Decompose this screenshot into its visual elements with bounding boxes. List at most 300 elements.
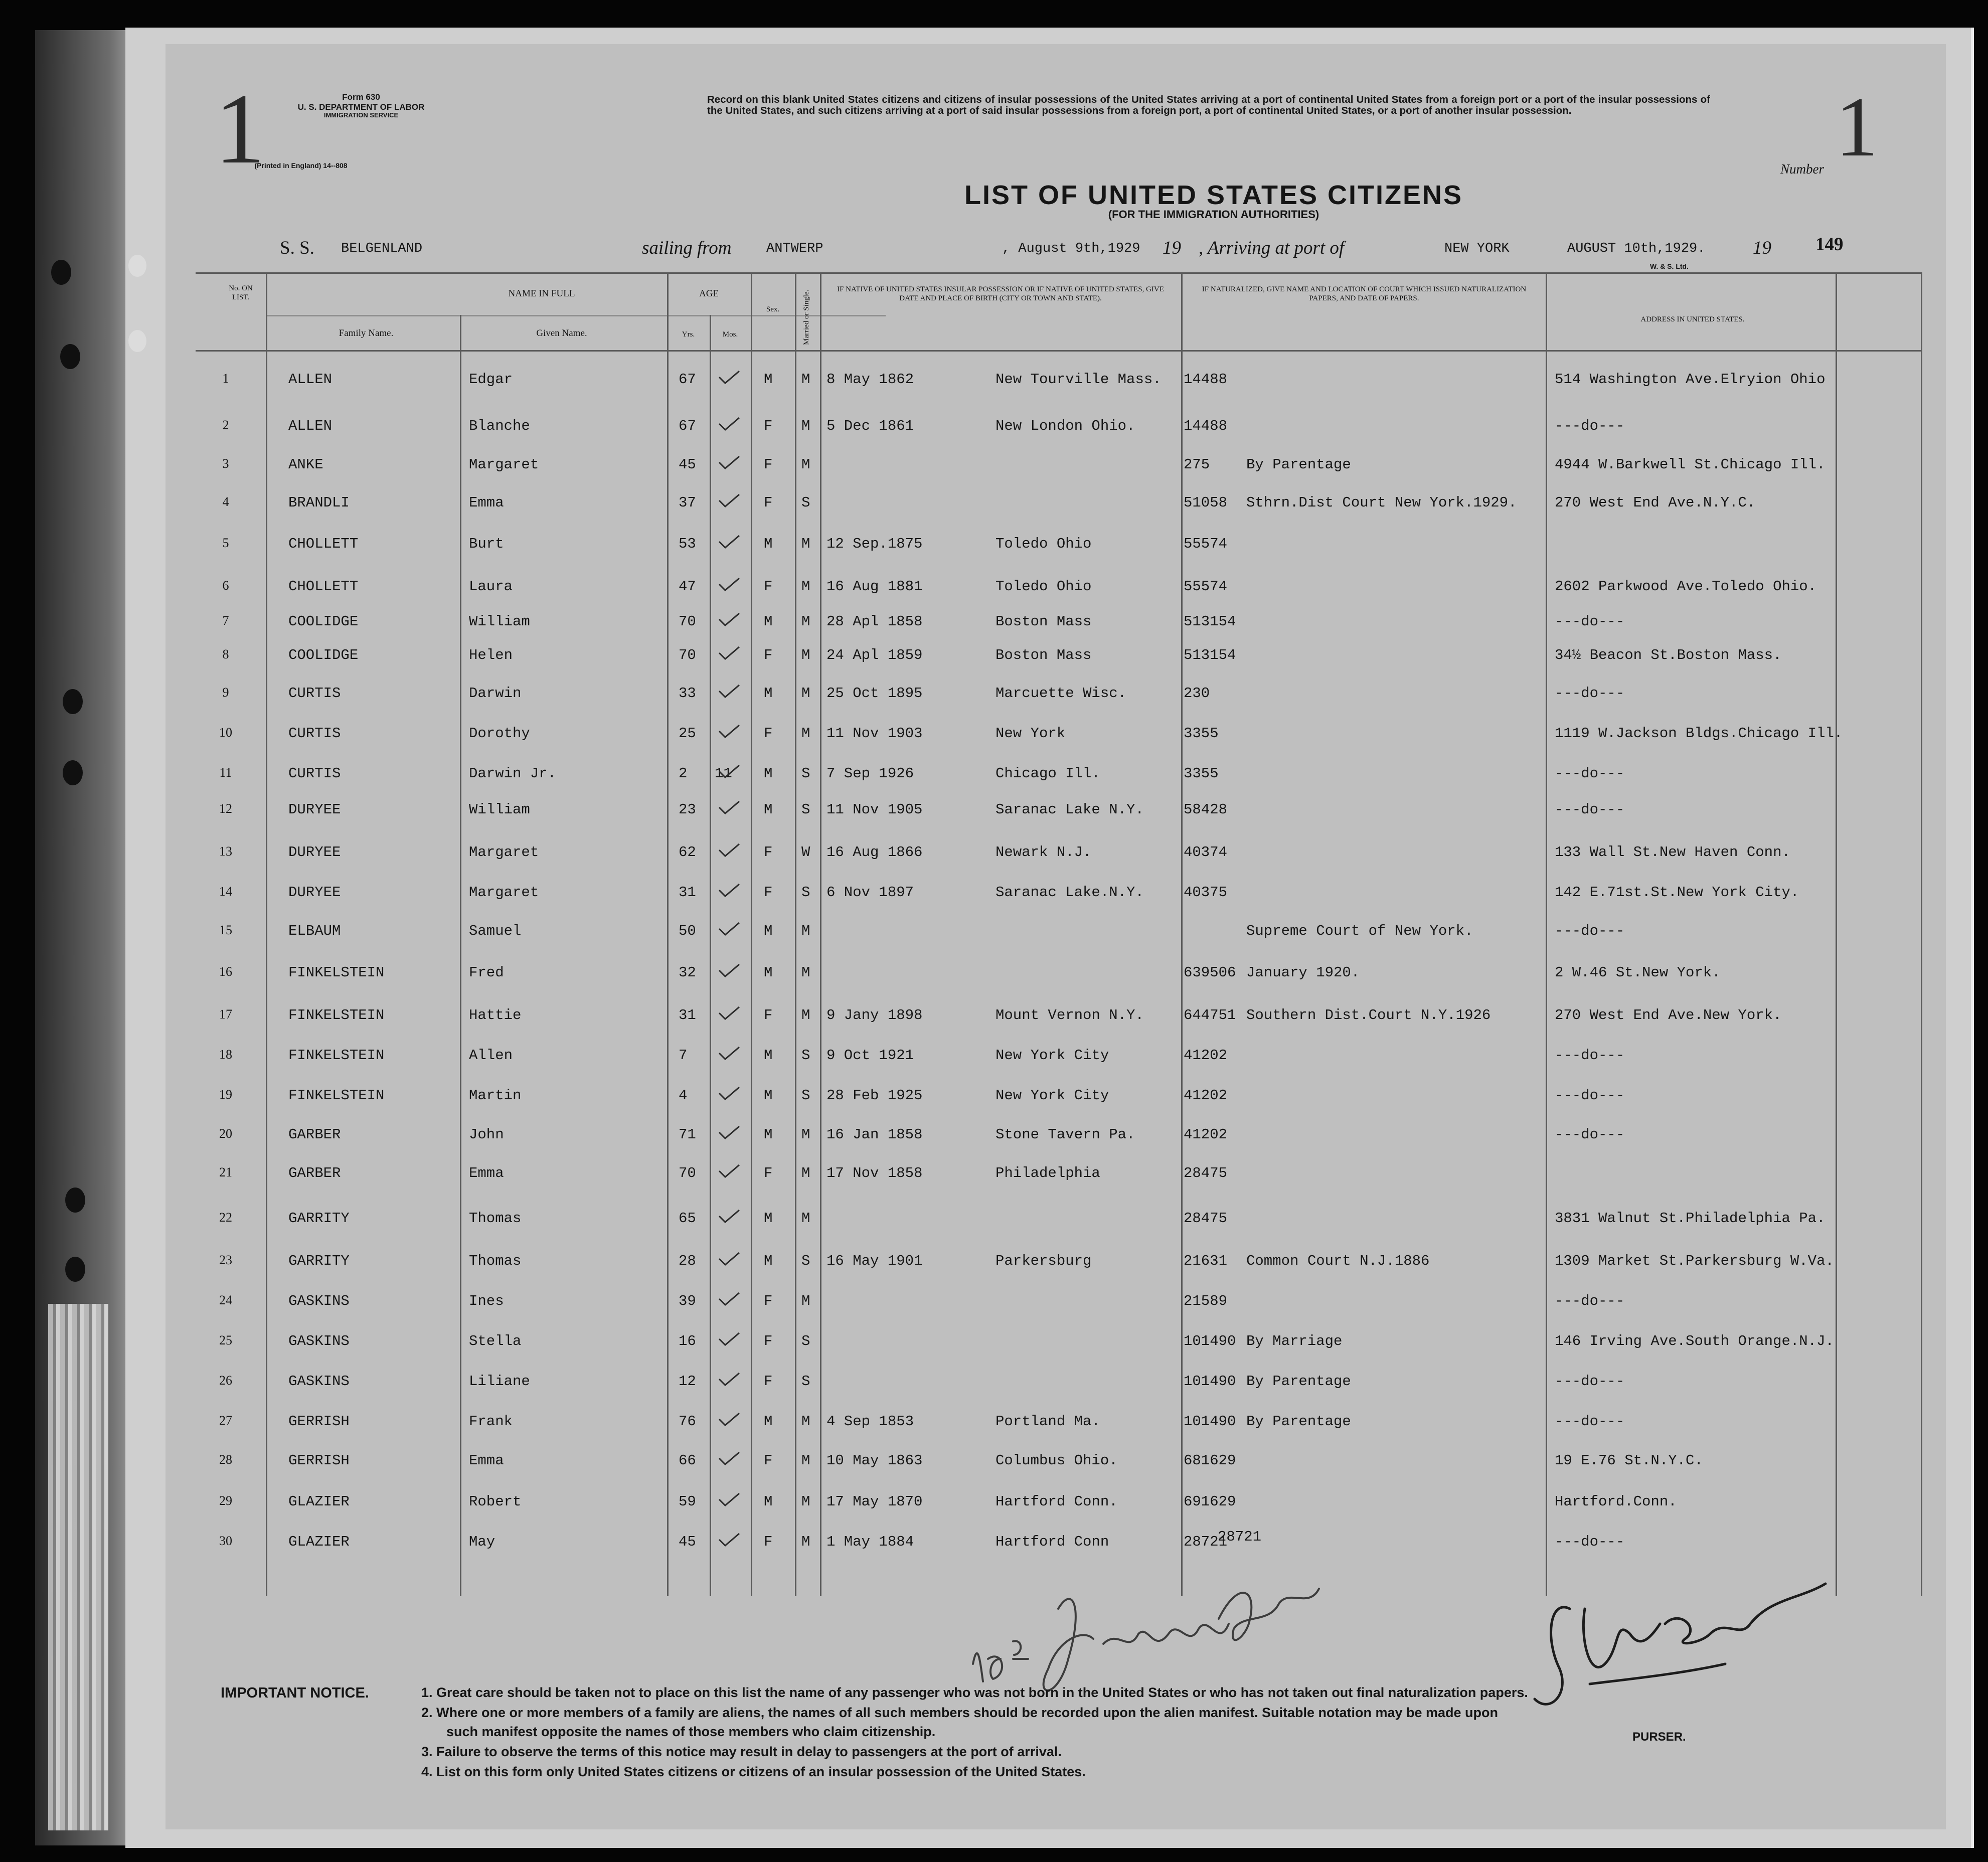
check-mark-icon bbox=[717, 883, 740, 897]
header-yrs: Yrs. bbox=[682, 330, 695, 338]
check-mark-icon bbox=[717, 535, 740, 549]
ship-prefix: S. S. bbox=[280, 238, 314, 258]
col-rule bbox=[1836, 272, 1837, 1596]
row-yrs: 39 bbox=[679, 1293, 696, 1309]
row-address: ---do--- bbox=[1555, 1126, 1625, 1143]
row-address: ---do--- bbox=[1555, 1087, 1625, 1104]
row-nat-no: 28475 bbox=[1184, 1210, 1228, 1227]
department-label: U. S. DEPARTMENT OF LABOR bbox=[297, 102, 425, 112]
row-sex: F bbox=[764, 1333, 773, 1349]
row-sex: M bbox=[764, 1413, 773, 1430]
row-address: 19 E.76 St.N.Y.C. bbox=[1555, 1452, 1703, 1469]
row-ms: M bbox=[801, 1534, 810, 1550]
row-given: Helen bbox=[469, 647, 513, 663]
row-address: ---do--- bbox=[1555, 801, 1625, 818]
col-rule bbox=[795, 272, 796, 1596]
row-birth-place: New York bbox=[996, 725, 1066, 742]
name-subrule bbox=[266, 315, 886, 316]
row-no: 22 bbox=[219, 1210, 232, 1225]
row-family: GARBER bbox=[288, 1126, 341, 1143]
row-yrs: 12 bbox=[679, 1373, 696, 1390]
printer-mark: W. & S. Ltd. bbox=[1650, 262, 1689, 270]
row-birth-place: Boston Mass bbox=[996, 613, 1092, 630]
check-mark-icon bbox=[717, 455, 740, 469]
row-address: ---do--- bbox=[1555, 613, 1625, 630]
row-sex: M bbox=[764, 964, 773, 981]
row-no: 10 bbox=[219, 725, 232, 740]
row-address: 1309 Market St.Parkersburg W.Va. bbox=[1555, 1253, 1834, 1269]
row-no: 28 bbox=[219, 1452, 232, 1467]
row-birth-date: 24 Apl 1859 bbox=[826, 647, 923, 663]
row-nat-no: 55574 bbox=[1184, 536, 1228, 552]
row-ms: M bbox=[801, 725, 810, 742]
form-no: Form 630 bbox=[342, 92, 380, 102]
row-court: Supreme Court of New York. bbox=[1246, 923, 1473, 939]
row-given: Blanche bbox=[469, 418, 530, 434]
row-no: 27 bbox=[219, 1413, 232, 1428]
row-yrs: 25 bbox=[679, 725, 696, 742]
row-birth-place: New Tourville Mass. bbox=[996, 371, 1162, 388]
punch-hole bbox=[128, 255, 146, 277]
row-court: Common Court N.J.1886 bbox=[1246, 1253, 1430, 1269]
row-nat-no: 21589 bbox=[1184, 1293, 1228, 1309]
row-birth-place: Hartford Conn bbox=[996, 1534, 1109, 1550]
row-family: CURTIS bbox=[288, 765, 341, 782]
row-family: CHOLLETT bbox=[288, 578, 359, 595]
row-yrs: 67 bbox=[679, 418, 696, 434]
row-nat-no: 21631 bbox=[1184, 1253, 1228, 1269]
punch-hole bbox=[51, 260, 71, 285]
port-from: ANTWERP bbox=[766, 241, 823, 256]
row-ms: M bbox=[801, 456, 810, 473]
row-given: Stella bbox=[469, 1333, 522, 1349]
row-address: 514 Washington Ave.Elryion Ohio bbox=[1555, 371, 1826, 388]
row-birth-place: Philadelphia bbox=[996, 1165, 1100, 1181]
notice-1: 1. Great care should be taken not to place on this list the name of any passenger who was not born in the United States or who has not taken out final naturalization papers. bbox=[421, 1685, 1528, 1700]
row-no: 18 bbox=[219, 1047, 232, 1062]
row-yrs: 37 bbox=[679, 494, 696, 511]
row-nat-no: 101490 bbox=[1184, 1413, 1236, 1430]
notice-3: 3. Failure to observe the terms of this notice may result in delay to passengers at the port of arrival. bbox=[421, 1744, 1062, 1759]
row-nat-no: 513154 bbox=[1184, 647, 1236, 663]
row-ms: M bbox=[801, 418, 810, 434]
row-birth-date: 12 Sep.1875 bbox=[826, 536, 923, 552]
row-no: 19 bbox=[219, 1087, 232, 1102]
row-birth-place: New London Ohio. bbox=[996, 418, 1135, 434]
binder-page-edges bbox=[48, 1304, 108, 1830]
row-nat-no: 55574 bbox=[1184, 578, 1228, 595]
row-given: Samuel bbox=[469, 923, 522, 939]
header-mos: Mos. bbox=[722, 330, 738, 338]
row-family: GASKINS bbox=[288, 1333, 350, 1349]
row-address: 146 Irving Ave.South Orange.N.J. bbox=[1555, 1333, 1834, 1349]
row-nat-no: 644751 bbox=[1184, 1007, 1236, 1024]
col-rule bbox=[1181, 272, 1183, 1596]
row-yrs: 70 bbox=[679, 1165, 696, 1181]
row-yrs: 76 bbox=[679, 1413, 696, 1430]
row-yrs: 53 bbox=[679, 536, 696, 552]
row-sex: F bbox=[764, 647, 773, 663]
row-court: Southern Dist.Court N.Y.1926 bbox=[1246, 1007, 1491, 1024]
row-birth-date: 8 May 1862 bbox=[826, 371, 914, 388]
row-no: 9 bbox=[222, 685, 229, 700]
row-no: 3 bbox=[222, 456, 229, 471]
row-address: 270 West End Ave.New York. bbox=[1555, 1007, 1782, 1024]
row-court: Sthrn.Dist Court New York.1929. bbox=[1246, 494, 1517, 511]
row-family: COOLIDGE bbox=[288, 613, 359, 630]
row-sex: F bbox=[764, 456, 773, 473]
row-birth-place: Columbus Ohio. bbox=[996, 1452, 1118, 1469]
row-sex: M bbox=[764, 371, 773, 388]
row-family: CURTIS bbox=[288, 685, 341, 702]
row-court: By Parentage bbox=[1246, 1373, 1351, 1390]
row-ms: S bbox=[801, 1333, 810, 1349]
row-birth-date: 10 May 1863 bbox=[826, 1452, 923, 1469]
row-no: 21 bbox=[219, 1165, 232, 1179]
row-sex: M bbox=[764, 536, 773, 552]
row-address: 34½ Beacon St.Boston Mass. bbox=[1555, 647, 1782, 663]
check-mark-icon bbox=[717, 843, 740, 857]
row-family: FINKELSTEIN bbox=[288, 1087, 385, 1104]
row-nat-no: 41202 bbox=[1184, 1126, 1228, 1143]
row-ms: S bbox=[801, 1047, 810, 1064]
row-nat-no: 639506 bbox=[1184, 964, 1236, 981]
row-birth-date: 1 May 1884 bbox=[826, 1534, 914, 1550]
col-rule bbox=[710, 315, 711, 1596]
check-mark-icon bbox=[717, 1332, 740, 1346]
punch-hole bbox=[63, 689, 83, 714]
row-no: 30 bbox=[219, 1534, 232, 1548]
check-mark-icon bbox=[717, 1086, 740, 1100]
check-mark-icon bbox=[717, 612, 740, 626]
row-no: 11 bbox=[219, 765, 232, 780]
year-1-text: 19 bbox=[1163, 238, 1181, 258]
row-address: 1119 W.Jackson Bldgs.Chicago Ill. bbox=[1555, 725, 1843, 742]
row-family: BRANDLI bbox=[288, 494, 350, 511]
row-ms: M bbox=[801, 685, 810, 702]
row-ms: S bbox=[801, 1373, 810, 1390]
row-ms: M bbox=[801, 613, 810, 630]
nat-no-extra: 28721 bbox=[1218, 1529, 1262, 1545]
row-ms: S bbox=[801, 1087, 810, 1104]
row-given: Dorothy bbox=[469, 725, 530, 742]
row-yrs: 67 bbox=[679, 371, 696, 388]
row-yrs: 32 bbox=[679, 964, 696, 981]
row-no: 1 bbox=[222, 371, 229, 386]
row-ms: M bbox=[801, 1493, 810, 1510]
row-address: ---do--- bbox=[1555, 1534, 1625, 1550]
row-yrs: 7 bbox=[679, 1047, 688, 1064]
row-nat-no: 28721 bbox=[1184, 1534, 1228, 1550]
form-number bbox=[286, 92, 436, 119]
row-yrs: 28 bbox=[679, 1253, 696, 1269]
row-ms: M bbox=[801, 1165, 810, 1181]
row-birth-date: 7 Sep 1926 bbox=[826, 765, 914, 782]
row-birth-place: Portland Ma. bbox=[996, 1413, 1100, 1430]
row-family: DURYEE bbox=[288, 884, 341, 901]
notice-2a: 2. Where one or more members of a family are aliens, the names of all such members should be recorded upon the alien manifest. Suitable notation may be made upon bbox=[421, 1705, 1499, 1720]
row-ms: M bbox=[801, 923, 810, 939]
row-nat-no: 40375 bbox=[1184, 884, 1228, 901]
row-family: GERRISH bbox=[288, 1413, 350, 1430]
row-family: FINKELSTEIN bbox=[288, 1007, 385, 1024]
row-family: ALLEN bbox=[288, 371, 333, 388]
row-ms: M bbox=[801, 1293, 810, 1309]
check-mark-icon bbox=[717, 577, 740, 591]
row-nat-no: 230 bbox=[1184, 685, 1210, 702]
row-sex: F bbox=[764, 884, 773, 901]
row-address: 2602 Parkwood Ave.Toledo Ohio. bbox=[1555, 578, 1817, 595]
row-birth-place: Mount Vernon N.Y. bbox=[996, 1007, 1144, 1024]
row-given: Hattie bbox=[469, 1007, 522, 1024]
row-address: ---do--- bbox=[1555, 1293, 1625, 1309]
record-instructions: Record on this blank United States citizens and citizens of insular possessions of the United States arriving at a port of continental United States from a foreign port or a port of the insular possessions of the United States, and such citizens arriving at a port of said insular possessions from a foreign port, a port of continental United States, or a port of another insular possession. bbox=[707, 94, 1710, 117]
row-yrs: 62 bbox=[679, 844, 696, 861]
row-birth-date: 16 Aug 1881 bbox=[826, 578, 923, 595]
check-mark-icon bbox=[717, 493, 740, 507]
row-birth-place: Toledo Ohio bbox=[996, 536, 1092, 552]
row-no: 2 bbox=[222, 418, 229, 432]
punch-hole bbox=[60, 344, 80, 369]
row-birth-date: 4 Sep 1853 bbox=[826, 1413, 914, 1430]
check-mark-icon bbox=[717, 370, 740, 384]
row-ms: M bbox=[801, 1413, 810, 1430]
row-given: Darwin Jr. bbox=[469, 765, 557, 782]
row-given: John bbox=[469, 1126, 504, 1143]
row-given: Emma bbox=[469, 1165, 504, 1181]
row-address: ---do--- bbox=[1555, 1413, 1625, 1430]
header-married-single: Married or Single. bbox=[802, 289, 810, 345]
row-birth-date: 28 Apl 1858 bbox=[826, 613, 923, 630]
row-ms: S bbox=[801, 1253, 810, 1269]
row-address: ---do--- bbox=[1555, 1373, 1625, 1390]
row-birth-place: Boston Mass bbox=[996, 647, 1092, 663]
row-ms: M bbox=[801, 578, 810, 595]
check-mark-icon bbox=[717, 684, 740, 698]
row-no: 23 bbox=[219, 1253, 232, 1267]
row-sex: F bbox=[764, 844, 773, 861]
row-birth-date: 6 Nov 1897 bbox=[826, 884, 914, 901]
row-given: Fred bbox=[469, 964, 504, 981]
row-ms: M bbox=[801, 1210, 810, 1227]
row-birth-place: Chicago Ill. bbox=[996, 765, 1100, 782]
row-sex: M bbox=[764, 1087, 773, 1104]
notice-2b: such manifest opposite the names of those members who claim citizenship. bbox=[446, 1724, 936, 1739]
row-yrs: 50 bbox=[679, 923, 696, 939]
check-mark-icon bbox=[717, 1412, 740, 1426]
row-yrs: 71 bbox=[679, 1126, 696, 1143]
row-no: 13 bbox=[219, 844, 232, 859]
row-given: Allen bbox=[469, 1047, 513, 1064]
row-sex: M bbox=[764, 765, 773, 782]
notice-heading: IMPORTANT NOTICE. bbox=[221, 1685, 369, 1701]
row-address: 133 Wall St.New Haven Conn. bbox=[1555, 844, 1790, 861]
row-nat-no: 28475 bbox=[1184, 1165, 1228, 1181]
sailing-label bbox=[642, 237, 732, 259]
manifest-page bbox=[165, 44, 1946, 1829]
row-no: 4 bbox=[222, 494, 229, 509]
row-sex: M bbox=[764, 1126, 773, 1143]
header-address: ADDRESS IN UNITED STATES. bbox=[1640, 315, 1745, 323]
check-mark-icon bbox=[717, 1533, 740, 1547]
row-birth-date: 28 Feb 1925 bbox=[826, 1087, 923, 1104]
row-birth-date: 25 Oct 1895 bbox=[826, 685, 923, 702]
row-family: FINKELSTEIN bbox=[288, 964, 385, 981]
row-court: By Parentage bbox=[1246, 456, 1351, 473]
row-given: Margaret bbox=[469, 844, 539, 861]
row-given: Thomas bbox=[469, 1210, 522, 1227]
table-header-rule bbox=[196, 350, 1921, 352]
col-rule bbox=[266, 272, 267, 1596]
row-birth-date: 17 May 1870 bbox=[826, 1493, 923, 1510]
row-yrs: 16 bbox=[679, 1333, 696, 1349]
row-no: 24 bbox=[219, 1293, 232, 1307]
row-yrs: 2 bbox=[679, 765, 688, 782]
header-sex: Sex. bbox=[766, 305, 780, 313]
purser-signature bbox=[1489, 1579, 1841, 1729]
row-family: CHOLLETT bbox=[288, 536, 359, 552]
row-nat-no: 51058 bbox=[1184, 494, 1228, 511]
row-nat-no: 691629 bbox=[1184, 1493, 1236, 1510]
row-address: 2 W.46 St.New York. bbox=[1555, 964, 1721, 981]
row-nat-no: 101490 bbox=[1184, 1373, 1236, 1390]
check-mark-icon bbox=[717, 1209, 740, 1223]
row-birth-date: 17 Nov 1858 bbox=[826, 1165, 923, 1181]
col-rule bbox=[1921, 272, 1922, 1596]
row-sex: F bbox=[764, 1373, 773, 1390]
row-birth-place: Marcuette Wisc. bbox=[996, 685, 1127, 702]
page-title: LIST OF UNITED STATES CITIZENS bbox=[964, 180, 1463, 210]
printed-note: (Printed in England) 14--808 bbox=[254, 161, 348, 170]
row-sex: F bbox=[764, 1293, 773, 1309]
row-given: Frank bbox=[469, 1413, 513, 1430]
row-given: Liliane bbox=[469, 1373, 530, 1390]
col-rule bbox=[667, 272, 669, 1596]
row-yrs: 33 bbox=[679, 685, 696, 702]
arriving-label bbox=[1199, 237, 1344, 259]
row-no: 29 bbox=[219, 1493, 232, 1508]
row-ms: M bbox=[801, 647, 810, 663]
row-given: Emma bbox=[469, 494, 504, 511]
row-given: Thomas bbox=[469, 1253, 522, 1269]
row-no: 25 bbox=[219, 1333, 232, 1347]
row-family: CURTIS bbox=[288, 725, 341, 742]
row-nat-no: 3355 bbox=[1184, 765, 1219, 782]
row-birth-place: New York City bbox=[996, 1047, 1109, 1064]
row-family: GERRISH bbox=[288, 1452, 350, 1469]
header-name-in-full: NAME IN FULL bbox=[508, 288, 575, 299]
handwritten-annotation bbox=[958, 1539, 1379, 1709]
row-given: Robert bbox=[469, 1493, 522, 1510]
row-family: ANKE bbox=[288, 456, 323, 473]
col-rule bbox=[460, 315, 461, 1596]
header-naturalized: IF NATURALIZED, GIVE NAME AND LOCATION OF COURT WHICH ISSUED NATURALIZATION PAPERS, AND DATE OF PAPERS. bbox=[1202, 285, 1527, 302]
row-given: Edgar bbox=[469, 371, 513, 388]
row-no: 5 bbox=[222, 536, 229, 550]
row-birth-place: New York City bbox=[996, 1087, 1109, 1104]
sailing-text: sailing from bbox=[642, 238, 732, 258]
check-mark-icon bbox=[717, 1372, 740, 1386]
row-birth-place: Saranac Lake N.Y. bbox=[996, 801, 1144, 818]
header-no-on-list: No. ON LIST. bbox=[229, 284, 253, 301]
row-ms: S bbox=[801, 494, 810, 511]
row-ms: M bbox=[801, 1452, 810, 1469]
row-birth-place: Saranac Lake.N.Y. bbox=[996, 884, 1144, 901]
col-rule bbox=[820, 272, 821, 1596]
row-birth-date: 11 Nov 1903 bbox=[826, 725, 923, 742]
row-yrs: 70 bbox=[679, 647, 696, 663]
row-nat-no: 58428 bbox=[1184, 801, 1228, 818]
row-ms: M bbox=[801, 964, 810, 981]
row-birth-date: 16 May 1901 bbox=[826, 1253, 923, 1269]
check-mark-icon bbox=[717, 1046, 740, 1060]
row-nat-no: 101490 bbox=[1184, 1333, 1236, 1349]
row-birth-date: 11 Nov 1905 bbox=[826, 801, 923, 818]
row-family: GARBER bbox=[288, 1165, 341, 1181]
header-age: AGE bbox=[699, 288, 719, 299]
row-sex: F bbox=[764, 418, 773, 434]
row-no: 16 bbox=[219, 964, 232, 979]
row-birth-date: 5 Dec 1861 bbox=[826, 418, 914, 434]
row-given: Martin bbox=[469, 1087, 522, 1104]
row-birth-date: 16 Jan 1858 bbox=[826, 1126, 923, 1143]
row-no: 14 bbox=[219, 884, 232, 899]
punch-hole bbox=[128, 330, 146, 352]
check-mark-icon bbox=[717, 764, 740, 778]
page-number: 149 bbox=[1815, 234, 1844, 255]
check-mark-icon bbox=[717, 800, 740, 814]
row-no: 7 bbox=[222, 613, 229, 628]
purser-label: PURSER. bbox=[1632, 1730, 1686, 1744]
row-yrs: 23 bbox=[679, 801, 696, 818]
row-nat-no: 14488 bbox=[1184, 371, 1228, 388]
row-sex: M bbox=[764, 1210, 773, 1227]
row-court: By Marriage bbox=[1246, 1333, 1343, 1349]
row-yrs: 65 bbox=[679, 1210, 696, 1227]
row-yrs: 31 bbox=[679, 884, 696, 901]
row-sex: M bbox=[764, 801, 773, 818]
row-given: Margaret bbox=[469, 884, 539, 901]
row-no: 8 bbox=[222, 647, 229, 661]
row-family: GARRITY bbox=[288, 1253, 350, 1269]
row-address: 3831 Walnut St.Philadelphia Pa. bbox=[1555, 1210, 1826, 1227]
row-sex: F bbox=[764, 1534, 773, 1550]
row-no: 15 bbox=[219, 923, 232, 937]
row-address: ---do--- bbox=[1555, 923, 1625, 939]
year-1 bbox=[1163, 237, 1181, 259]
check-mark-icon bbox=[717, 1125, 740, 1139]
check-mark-icon bbox=[717, 724, 740, 738]
row-nat-no: 513154 bbox=[1184, 613, 1236, 630]
year-2-text: 19 bbox=[1753, 238, 1771, 258]
row-family: GLAZIER bbox=[288, 1534, 350, 1550]
row-given: Laura bbox=[469, 578, 513, 595]
service-label: IMMIGRATION SERVICE bbox=[323, 111, 399, 119]
row-yrs: 59 bbox=[679, 1493, 696, 1510]
row-birth-place: Newark N.J. bbox=[996, 844, 1092, 861]
row-yrs: 31 bbox=[679, 1007, 696, 1024]
row-birth-place: Hartford Conn. bbox=[996, 1493, 1118, 1510]
row-sex: F bbox=[764, 578, 773, 595]
row-family: GLAZIER bbox=[288, 1493, 350, 1510]
row-nat-no: 681629 bbox=[1184, 1452, 1236, 1469]
row-ms: S bbox=[801, 884, 810, 901]
punch-hole bbox=[63, 760, 83, 785]
punch-hole bbox=[65, 1257, 85, 1282]
row-sex: F bbox=[764, 1007, 773, 1024]
check-mark-icon bbox=[717, 1451, 740, 1465]
row-given: Darwin bbox=[469, 685, 522, 702]
